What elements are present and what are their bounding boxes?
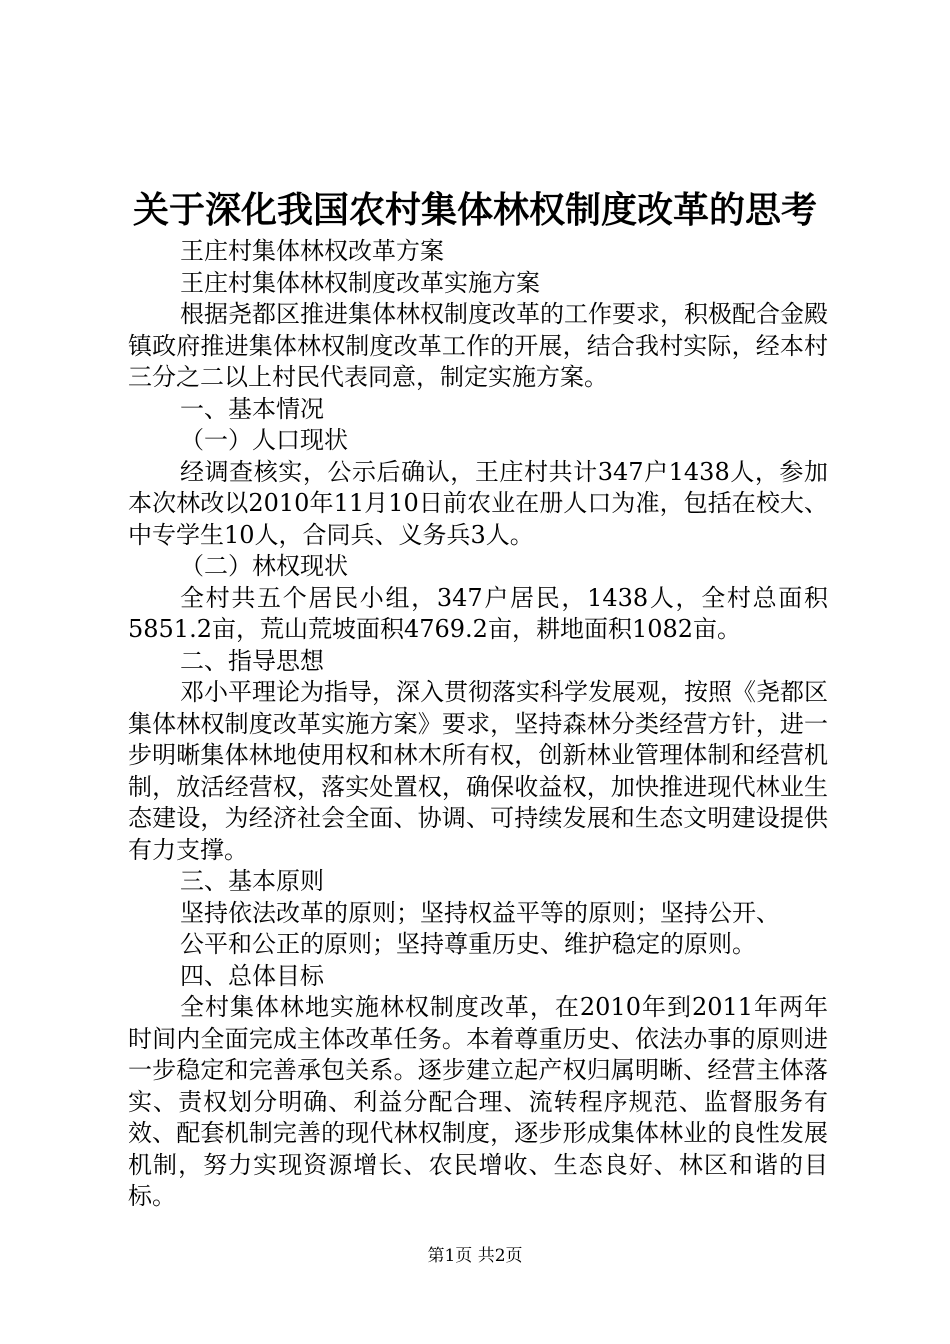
section-heading: 三、基本原则 xyxy=(180,867,324,895)
paragraph: 邓小平理论为指导，深入贯彻落实科学发展观，按照《尧都区集体林权制度改革实施方案》要求，坚持森林分类经营方针，进一步明晰集体林地使用权和林木所有权，创新林业管理体制和经营机制，放活经营权，落实处置权，确保收益权，加快推进现代林业生态建设，为经济社会全面、协调、可持续发展和生态文明建设提供有力支撑。 xyxy=(128,678,828,864)
paragraph: 王庄村集体林权制度改革实施方案 xyxy=(180,268,540,297)
paragraph: 王庄村集体林权改革方案 xyxy=(180,237,444,265)
paragraph: 公平和公正的原则；坚持尊重历史、维护稳定的原则。 xyxy=(180,930,756,958)
section-heading: 一、基本情况 xyxy=(180,394,324,423)
paragraph: 全村集体林地实施林权制度改革，在2010年到2011年两年时间内全面完成主体改革任务。本着尊重历史、依法办事的原则进一步稳定和完善承包关系。逐步建立起产权归属明晰、经营主体落实、责权划分明确、利益分配合理、流转程序规范、监督服务有效、配套机制完善的现代林权制度，逐步形成集体林业的良性发展机制，努力实现资源增长、农民增收、生态良好、林区和谐的目标。 xyxy=(128,993,828,1210)
subsection-heading: （二）林权现状 xyxy=(180,552,348,580)
paragraph: 全村共五个居民小组，347户居民，1438人，全村总面积5851.2亩，荒山荒坡面积4769.2亩，耕地面积1082亩。 xyxy=(128,583,828,643)
paragraph: 根据尧都区推进集体林权制度改革的工作要求，积极配合金殿镇政府推进集体林权制度改革工作的开展，结合我村实际，经本村三分之二以上村民代表同意，制定实施方案。 xyxy=(128,300,828,391)
document-body xyxy=(128,236,828,1213)
section-heading: 二、指导思想 xyxy=(180,646,324,675)
subsection-heading: （一）人口现状 xyxy=(180,426,348,454)
paragraph: 经调查核实，公示后确认，王庄村共计347户1438人，参加本次林改以2010年11月10日前农业在册人口为准，包括在校大、中专学生10人，合同兵、义务兵3人。 xyxy=(128,457,828,549)
paragraph: 坚持依法改革的原则；坚持权益平等的原则；坚持公开、 xyxy=(180,898,780,927)
page-footer: 第1页 共2页 xyxy=(427,1246,523,1266)
document-title: 关于深化我国农村集体林权制度改革的思考 xyxy=(132,189,817,231)
section-heading: 四、总体目标 xyxy=(180,961,324,990)
